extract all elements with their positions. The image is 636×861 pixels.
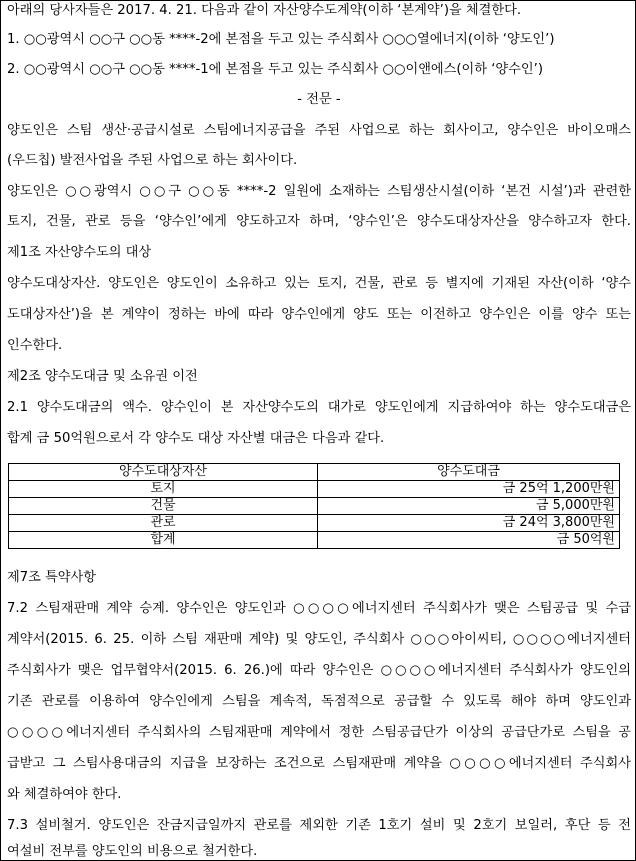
preamble-heading: - 전문 - [297,92,341,107]
price-table [8,463,620,549]
article-7-3-line-1: 7.3 설비철거. 양도인은 잔금지급일까지 관로를 제외한 기존 1호기 설비 및 2호기 보일러, 후단 등 전 [7,818,631,833]
table-header-row [9,464,620,481]
table-cell-asset: 토지 [9,481,318,498]
preamble-line-1: 양도인은 스팀 생산·공급시설로 스팀에너지공급을 주된 사업으로 하는 회사이고, 양수인은 바이오매스 [7,123,631,138]
table-row [9,515,620,532]
article-7-2-line-4: 기존 관로를 이용하여 양수인에게 스팀을 계속적, 독점적으로 공급할 수 있도록 해야 하며 양도인과 [7,694,631,709]
article-7-2-line-6: 급받고 그 스팀사용대금의 지급을 보장하는 조건으로 스팀재판매 계약을 ○○○○에너지센터 주식회사 [7,756,631,771]
table-cell-asset: 합계 [9,532,318,549]
article-1-line-2: 도대상자산’)을 본 계약이 정하는 바에 따라 양수인에게 양도 또는 이전하고 양수인은 이를 양수 또는 [7,307,631,322]
article-2-line-1: 2.1 양수도대금의 액수. 양수인이 본 자산양수도의 대가로 양도인에게 지급하여야 하는 양수도대금은 [7,400,631,415]
table-total-row [9,532,620,549]
party-1-line: 1. ○○광역시 ○○구 ○○동 ****-2에 본점을 두고 있는 주식회사 ○○○열에너지(이하 ‘양도인’) [7,32,555,47]
article-1-line-1: 양수도대상자산. 양도인은 양도인이 소유하고 있는 토지, 건물, 관로 등 별지에 기재된 자산(이하 ‘양수 [7,276,631,291]
article-2-heading: 제2조 양수도대금 및 소유권 이전 [7,369,198,384]
table-header-price: 양수도대금 [318,464,620,481]
table-row [9,498,620,515]
article-7-3-line-2: 여설비 전부를 양도인의 비용으로 철거한다. [7,844,258,859]
preamble-line-3: 양도인은 ○○광역시 ○○구 ○○동 ****-2 일원에 소재하는 스팀생산시설(이하 ‘본건 시설’)과 관련한 [7,184,631,199]
article-7-2-line-5: ○○○○에너지센터 주식회사의 스팀재판매 계약에서 정한 스팀공급단가 이상의 공급단가로 스팀을 공 [7,725,631,740]
table-row [9,481,620,498]
table-cell-asset: 관로 [9,515,318,532]
preamble-line-4: 토지, 건물, 관로 등을 ‘양수인’에게 양도하고자 하며, ‘양수인’은 양수도대상자산을 양수하고자 한다. [7,214,631,229]
article-2-line-2: 합계 금 50억원으로서 각 양수도 대상 자산별 대금은 다음과 같다. [7,431,385,446]
table-cell-price: 금 25억 1,200만원 [318,481,620,498]
preamble-line-2: (우드칩) 발전사업을 주된 사업으로 하는 회사이다. [7,153,298,168]
table-cell-price: 금 50억원 [318,532,620,549]
article-7-heading: 제7조 특약사항 [7,570,97,585]
article-7-2-line-2: 계약서(2015. 6. 25. 이하 스팀 재판매 계약) 및 양도인, 주식회사 ○○○아이씨티, ○○○○에너지센터 [7,632,631,647]
intro-line: 아래의 당사자들은 2017. 4. 21. 다음과 같이 자산양수도계약(이하 ‘본계약’)을 체결한다. [7,3,522,18]
table-header-asset: 양수도대상자산 [9,464,318,481]
article-7-2-line-1: 7.2 스팀재판매 계약 승계. 양수인은 양도인과 ○○○○에너지센터 주식회사가 맺은 스팀공급 및 수급 [7,601,631,616]
table-cell-asset: 건물 [9,498,318,515]
article-7-2-line-3: 주식회사가 맺은 업무협약서(2015. 6. 26.)에 따라 양수인은 ○○○○에너지센터 주식회사가 양도인의 [7,663,631,678]
table-cell-price: 금 24억 3,800만원 [318,515,620,532]
article-1-line-3: 인수한다. [7,338,63,353]
article-1-heading: 제1조 자산양수도의 대상 [7,245,152,260]
table-cell-price: 금 5,000만원 [318,498,620,515]
party-2-line: 2. ○○광역시 ○○구 ○○동 ****-1에 본점을 두고 있는 주식회사 ○○이앤에스(이하 ‘양수인’) [7,62,543,77]
article-7-2-line-7: 와 체결하여야 한다. [7,787,122,802]
